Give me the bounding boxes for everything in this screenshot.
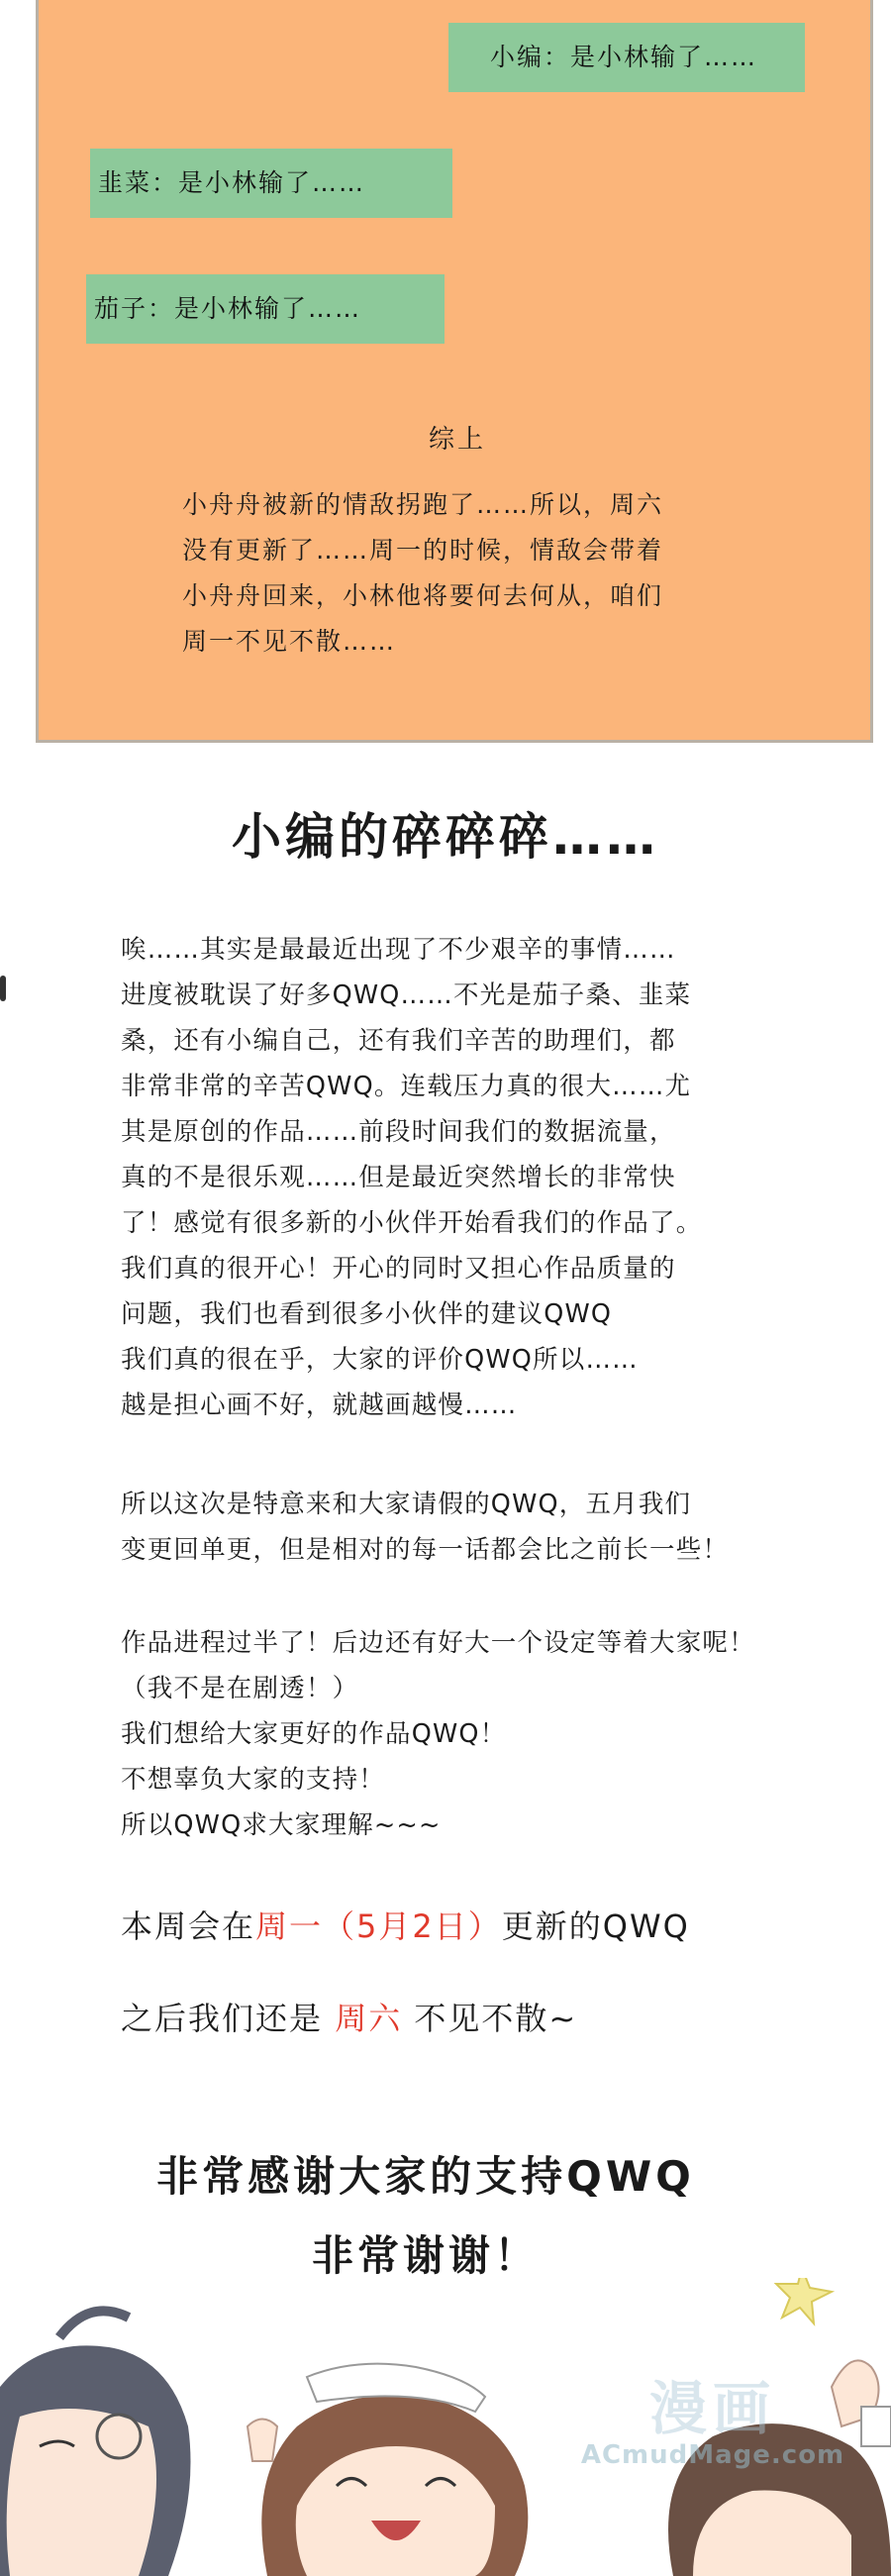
paragraph-1 [121, 927, 873, 1428]
watermark-logo: 漫画 [648, 2375, 776, 2442]
text-line: 了！感觉有很多新的小伙伴开始看我们的作品了。 [121, 1208, 703, 1238]
text-line: 我们真的很开心！开心的同时又担心作品质量的 [121, 1254, 676, 1284]
text-line: 非常非常的辛苦QWQ。连载压力真的很大……尤 [121, 1072, 692, 1101]
notice-prefix: 之后我们还是 [121, 2000, 336, 2037]
text-line: 越是担心画不好，就越画越慢…… [121, 1391, 518, 1420]
text-line: 我们想给大家更好的作品QWQ！ [121, 1719, 507, 1749]
paragraph-3 [121, 1620, 873, 1848]
text-line: 所以这次是特意来和大家请假的QWQ，五月我们 [121, 1490, 692, 1519]
sparkle-icon [776, 2278, 832, 2323]
text-line: 问题，我们也看到很多小伙伴的建议QWQ [121, 1299, 613, 1329]
summary-title: 综上 [428, 425, 486, 455]
summary-text [182, 482, 796, 665]
summary-line: 小舟舟被新的情敌拐跑了……所以，周六 [182, 490, 664, 519]
jiucai-speech-bubble: 韭菜：是小林输了…… [90, 149, 452, 218]
text-line: 唉……其实是最最近出现了不少艰辛的事情…… [121, 935, 676, 965]
text-line: 进度被耽误了好多QWQ……不光是茄子桑、韭菜 [121, 980, 692, 1010]
update-notice [121, 1902, 690, 1947]
summary-line: 周一不见不散…… [182, 627, 397, 656]
summary-line: 小舟舟回来，小林他将要何去何从，咱们 [182, 581, 664, 610]
editor-speech-bubble: 小编：是小林输了…… [448, 23, 805, 92]
notice-suffix: 更新的QWQ [501, 1907, 690, 1945]
section-title: 小编的碎碎碎…… [232, 808, 659, 866]
watermark-text: ACmudMage.com [580, 2440, 845, 2470]
watermark [554, 2377, 871, 2470]
notice-suffix: 不见不散~ [402, 2000, 578, 2037]
text-line: 不想辜负大家的支持！ [121, 1765, 386, 1795]
text-line: 所以QWQ求大家理解~~~ [121, 1810, 442, 1840]
text-line: 作品进程过半了！后边还有好大一个设定等着大家呢！ [121, 1628, 755, 1658]
text-line: （我不是在剧透！） [121, 1674, 359, 1703]
qiezi-speech-bubble: 茄子：是小林输了…… [86, 274, 445, 344]
notice-day-highlight: 周六 [335, 2000, 403, 2037]
text-line: 桑，还有小编自己，还有我们辛苦的助理们，都 [121, 1026, 676, 1056]
middle-character-drawing [248, 2364, 528, 2576]
left-character-drawing [0, 2311, 191, 2576]
thanks-line-2: 非常谢谢！ [311, 2231, 540, 2280]
thanks-line-1: 非常感谢大家的支持QWQ [156, 2152, 695, 2201]
schedule-notice [121, 1994, 577, 2039]
summary-line: 没有更新了……周一的时候，情敌会带着 [182, 536, 664, 565]
notice-date-highlight: 周一（5月2日） [255, 1907, 502, 1945]
edge-mark [0, 976, 6, 1001]
orange-dialogue-panel [36, 0, 873, 743]
notice-prefix: 本周会在 [121, 1907, 256, 1945]
text-line: 变更回单更，但是相对的每一话都会比之前长一些！ [121, 1535, 730, 1565]
text-line: 我们真的很在乎，大家的评价QWQ所以…… [121, 1345, 639, 1375]
text-line: 真的不是很乐观……但是最近突然增长的非常快 [121, 1163, 676, 1192]
text-line: 其是原创的作品……前段时间我们的数据流量， [121, 1117, 676, 1147]
paragraph-2 [121, 1482, 873, 1573]
